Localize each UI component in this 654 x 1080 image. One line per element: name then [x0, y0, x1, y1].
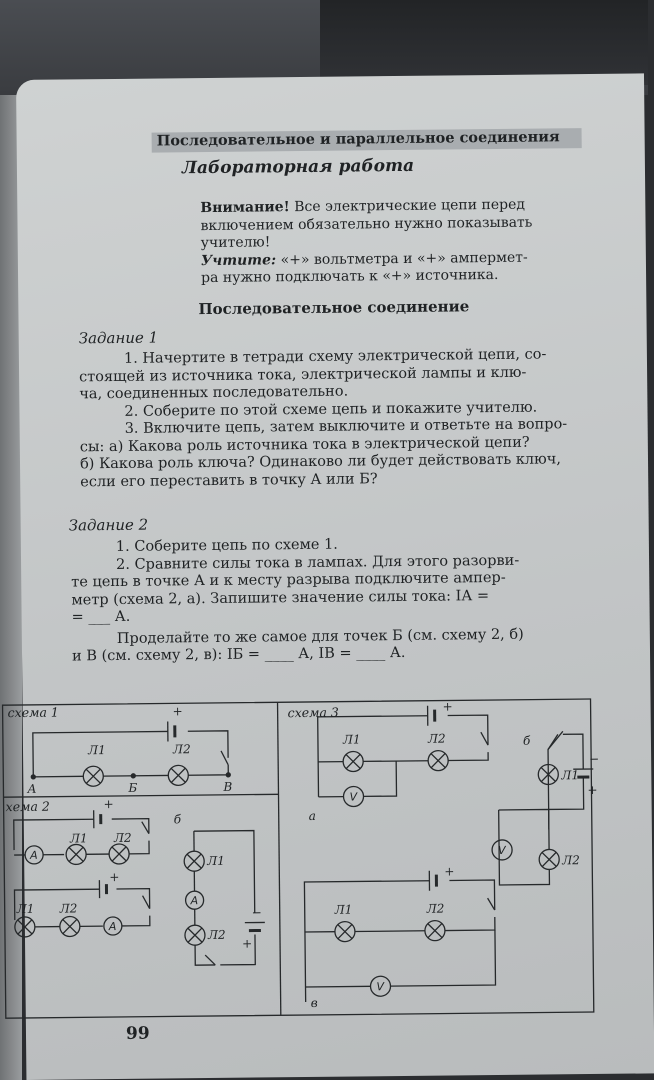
plus-sign: +: [241, 936, 253, 951]
lamp1-label: Л1: [69, 831, 88, 846]
task2-line: те цепь в точке А и к месту разрыва подключите ампер-: [71, 569, 506, 591]
lamp2-label: Л2: [172, 742, 191, 757]
lamp2-label: Л2: [562, 853, 580, 868]
lamp2-label: Л2: [113, 830, 132, 846]
minus-sign: −: [251, 905, 262, 920]
task2-line: и В (см. схему 2, в): IБ = ____ А, IВ = ____ А.: [71, 644, 406, 665]
point-a-label: А: [27, 781, 37, 796]
task1-line: 2. Соберите по этой схеме цепь и покажите учителю.: [124, 399, 538, 420]
task2-body: [71, 534, 612, 666]
scheme1-label: схема 1: [7, 704, 59, 721]
lamp1-label: Л1: [342, 732, 361, 747]
task1-line: если его переставить в точку А или Б?: [80, 470, 378, 490]
voltmeter-label: V: [498, 843, 506, 857]
task2-line: Проделайте то же самое для точек Б (см. схему 2, б): [116, 626, 524, 647]
task1-body: [79, 346, 600, 491]
scheme2-label: хема 2: [5, 798, 50, 815]
section-title: Последовательное соединение: [198, 297, 470, 319]
plus-sign: +: [442, 699, 453, 714]
point-v-label: В: [223, 779, 233, 794]
attention-text-1: Все электрические цепи перед: [294, 196, 526, 216]
sub-v-label: в: [310, 995, 318, 1010]
consider-text-2: ра нужно подключать к «+» источника.: [201, 266, 499, 287]
sub-b-label: б: [173, 812, 182, 827]
task1-line: 3. Включите цепь, затем выключите и ответьте на вопро-: [124, 416, 568, 437]
circuit-figure: [3, 699, 600, 1020]
ammeter-label: A: [108, 919, 117, 934]
task1-title: Задание 1: [78, 328, 159, 348]
lamp1-label: Л1: [16, 901, 35, 917]
notice-block: [200, 196, 591, 288]
task1-line: б) Какова роль ключа? Одинаково ли будет действовать ключ,: [79, 451, 562, 473]
circuit-diagrams: [3, 699, 600, 1020]
lamp1-label: Л1: [207, 853, 225, 869]
consider-label: Учтите:: [200, 251, 277, 269]
plus-sign: +: [103, 797, 114, 812]
sub-a-label: а: [308, 808, 316, 823]
attention-text-3: учителю!: [200, 234, 271, 252]
minus-sign: −: [589, 751, 600, 767]
ammeter-label: A: [30, 848, 38, 862]
page-number: 99: [125, 1023, 150, 1044]
voltmeter-label: V: [376, 980, 385, 994]
plus-sign: +: [587, 782, 598, 798]
consider-text-1: «+» вольтметра и «+» ампермет-: [280, 249, 528, 268]
sub-b-label: б: [522, 733, 531, 748]
scheme3-label: схема 3: [287, 704, 339, 721]
book-page: [5, 73, 654, 1080]
lamp1-label: Л1: [561, 768, 580, 783]
lamp1-label: Л1: [334, 902, 353, 917]
task2-line: = ___ А.: [71, 608, 131, 626]
task2-line: метр (схема 2, а). Запишите значение силы тока: IА =: [71, 587, 490, 608]
task1-line: 1. Начертите в тетради схему электрической цепи, со-: [123, 346, 547, 367]
lamp2-label: Л2: [59, 901, 78, 916]
background-object: [320, 0, 648, 85]
lamp1-label: Л1: [87, 743, 106, 758]
plus-sign: +: [444, 864, 455, 879]
lamp2-label: Л2: [426, 901, 445, 916]
task2-line: 1. Соберите цепь по схеме 1.: [115, 536, 338, 555]
point-b-label: Б: [128, 780, 138, 795]
lab-title: Лабораторная работа: [181, 155, 415, 179]
plus-sign: +: [109, 869, 120, 885]
task1-line: ча, соединенных последовательно.: [79, 383, 349, 403]
task2-title: Задание 2: [68, 515, 149, 535]
attention-text-2: включением обязательно нужно показывать: [200, 214, 533, 234]
task1-line: стоящей из источника тока, электрической лампы и клю-: [79, 364, 527, 385]
page-header: Последовательное и параллельное соединения: [156, 128, 560, 150]
plus-sign: +: [172, 704, 183, 719]
task1-line: сы: а) Какова роль источника тока в электрической цепи?: [79, 434, 530, 455]
attention-label: Внимание!: [200, 199, 290, 217]
lamp2-label: Л2: [207, 927, 226, 943]
ammeter-label: A: [190, 894, 199, 908]
lamp2-label: Л2: [427, 731, 446, 746]
task2-line: 2. Сравните силы тока в лампах. Для этого разорви-: [115, 552, 520, 573]
voltmeter-label: V: [349, 790, 358, 804]
